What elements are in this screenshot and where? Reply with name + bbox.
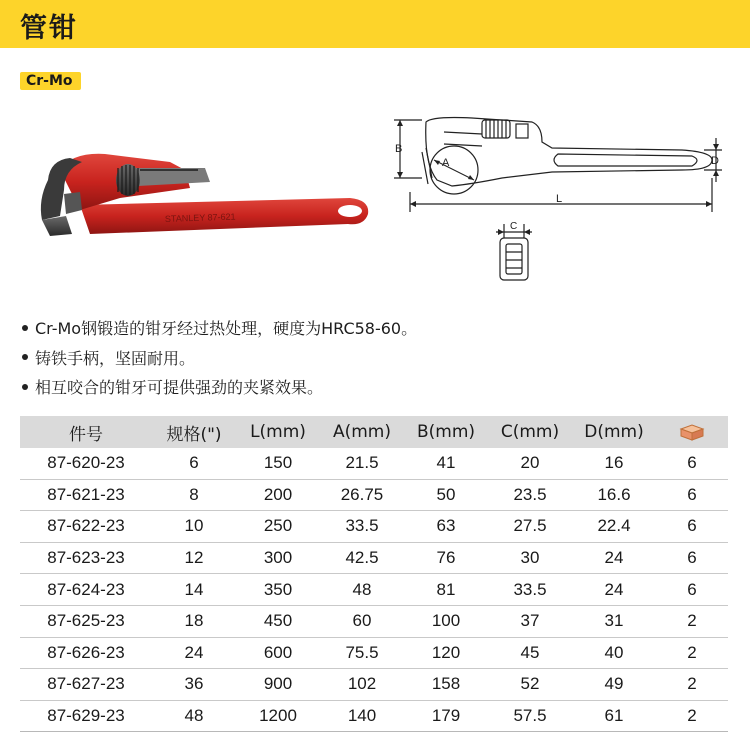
dim-label-b: B <box>395 143 403 155</box>
cell-d: 24 <box>572 574 656 606</box>
cell-a: 140 <box>320 700 404 732</box>
cell-part-no: 87-625-23 <box>20 605 152 637</box>
cell-c: 57.5 <box>488 700 572 732</box>
page-header <box>0 0 750 48</box>
col-header-size: 规格(") <box>152 416 236 448</box>
cell-pack-qty: 6 <box>656 542 728 574</box>
dimension-diagram <box>382 108 732 293</box>
col-header-c: C(mm) <box>488 416 572 448</box>
cell-a: 26.75 <box>320 479 404 511</box>
table-row <box>20 542 728 574</box>
feature-item: 铸铁手柄，坚固耐用。 <box>22 344 417 374</box>
cell-part-no: 87-622-23 <box>20 511 152 543</box>
cell-d: 16.6 <box>572 479 656 511</box>
cell-part-no: 87-621-23 <box>20 479 152 511</box>
cell-size: 10 <box>152 511 236 543</box>
cell-b: 76 <box>404 542 488 574</box>
dim-label-l: L <box>556 193 563 205</box>
bullet-icon <box>22 384 28 390</box>
cell-size: 14 <box>152 574 236 606</box>
table-row <box>20 511 728 543</box>
cell-part-no: 87-623-23 <box>20 542 152 574</box>
cell-b: 63 <box>404 511 488 543</box>
cell-pack-qty: 6 <box>656 448 728 479</box>
cell-b: 120 <box>404 637 488 669</box>
pipe-wrench-photo <box>20 110 380 260</box>
cell-pack-qty: 2 <box>656 669 728 701</box>
cell-a: 21.5 <box>320 448 404 479</box>
cell-d: 61 <box>572 700 656 732</box>
table-row <box>20 700 728 732</box>
cell-l: 150 <box>236 448 320 479</box>
cell-size: 48 <box>152 700 236 732</box>
cell-d: 40 <box>572 637 656 669</box>
col-header-pack <box>656 416 728 448</box>
feature-list <box>22 314 417 403</box>
cell-d: 16 <box>572 448 656 479</box>
cell-part-no: 87-620-23 <box>20 448 152 479</box>
table-row <box>20 574 728 606</box>
cell-pack-qty: 2 <box>656 605 728 637</box>
cell-c: 23.5 <box>488 479 572 511</box>
cell-pack-qty: 6 <box>656 479 728 511</box>
cell-l: 350 <box>236 574 320 606</box>
spec-table <box>20 416 728 732</box>
col-header-a: A(mm) <box>320 416 404 448</box>
cell-part-no: 87-627-23 <box>20 669 152 701</box>
cell-part-no: 87-626-23 <box>20 637 152 669</box>
cell-size: 12 <box>152 542 236 574</box>
cell-d: 31 <box>572 605 656 637</box>
table-header-row <box>20 416 728 448</box>
cell-part-no: 87-624-23 <box>20 574 152 606</box>
dim-label-c: C <box>510 221 518 232</box>
cell-size: 8 <box>152 479 236 511</box>
cell-l: 900 <box>236 669 320 701</box>
col-header-d: D(mm) <box>572 416 656 448</box>
cell-l: 1200 <box>236 700 320 732</box>
bullet-icon <box>22 325 28 331</box>
cell-b: 158 <box>404 669 488 701</box>
package-quantity-icon <box>679 422 705 442</box>
cell-d: 24 <box>572 542 656 574</box>
feature-item: Cr-Mo钢锻造的钳牙经过热处理，硬度为HRC58-60。 <box>22 314 417 344</box>
brand-marking: STANLEY 87-621 <box>164 211 236 224</box>
cell-d: 49 <box>572 669 656 701</box>
cell-b: 81 <box>404 574 488 606</box>
cell-size: 36 <box>152 669 236 701</box>
col-header-l: L(mm) <box>236 416 320 448</box>
cell-c: 30 <box>488 542 572 574</box>
cell-l: 600 <box>236 637 320 669</box>
material-badge: Cr-Mo <box>20 72 81 90</box>
cell-b: 41 <box>404 448 488 479</box>
cell-b: 50 <box>404 479 488 511</box>
table-row <box>20 479 728 511</box>
col-header-b: B(mm) <box>404 416 488 448</box>
cell-l: 250 <box>236 511 320 543</box>
cell-size: 18 <box>152 605 236 637</box>
cell-pack-qty: 2 <box>656 700 728 732</box>
cell-a: 48 <box>320 574 404 606</box>
table-row <box>20 669 728 701</box>
col-header-part-no: 件号 <box>20 416 152 448</box>
cell-c: 33.5 <box>488 574 572 606</box>
bullet-icon <box>22 354 28 360</box>
cell-c: 45 <box>488 637 572 669</box>
dim-label-a: A <box>442 157 450 169</box>
cell-b: 179 <box>404 700 488 732</box>
cell-a: 60 <box>320 605 404 637</box>
cell-c: 52 <box>488 669 572 701</box>
cell-l: 450 <box>236 605 320 637</box>
cell-c: 20 <box>488 448 572 479</box>
page-title: 管钳 <box>20 13 78 44</box>
cell-l: 200 <box>236 479 320 511</box>
feature-item: 相互咬合的钳牙可提供强劲的夹紧效果。 <box>22 373 417 403</box>
dim-label-d: D <box>711 155 719 167</box>
cell-c: 27.5 <box>488 511 572 543</box>
cell-c: 37 <box>488 605 572 637</box>
cell-a: 33.5 <box>320 511 404 543</box>
table-row <box>20 605 728 637</box>
cell-d: 22.4 <box>572 511 656 543</box>
cell-a: 42.5 <box>320 542 404 574</box>
cell-pack-qty: 2 <box>656 637 728 669</box>
table-row <box>20 448 728 479</box>
cell-pack-qty: 6 <box>656 574 728 606</box>
cell-part-no: 87-629-23 <box>20 700 152 732</box>
cell-size: 6 <box>152 448 236 479</box>
cell-b: 100 <box>404 605 488 637</box>
table-row <box>20 637 728 669</box>
cell-l: 300 <box>236 542 320 574</box>
cell-size: 24 <box>152 637 236 669</box>
cell-a: 102 <box>320 669 404 701</box>
cell-pack-qty: 6 <box>656 511 728 543</box>
cell-a: 75.5 <box>320 637 404 669</box>
